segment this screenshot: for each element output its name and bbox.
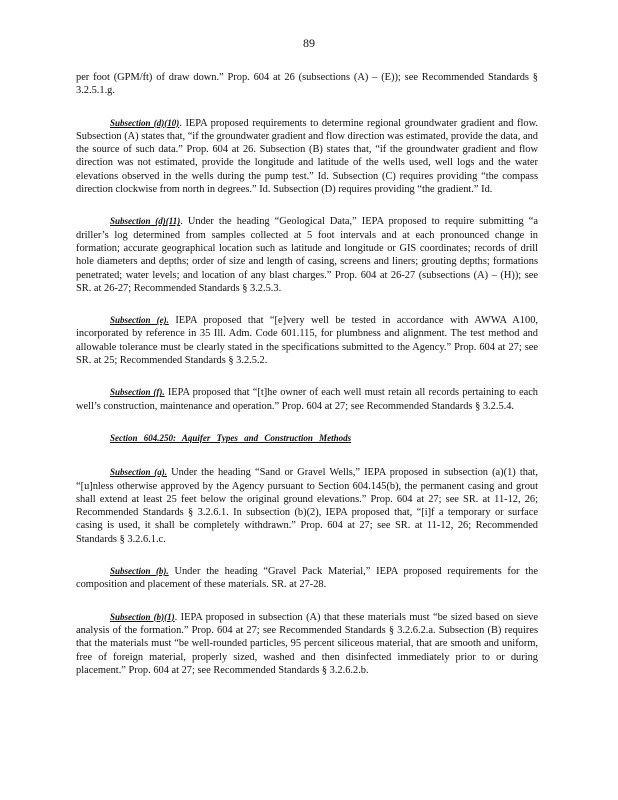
paragraph-text: Under the heading “Sand or Gravel Wells,” IEPA proposed in subsection (a)(1) that, “[u]nless otherwise approved by the Agency pursuant to Section 604.145(b), the permanent casing and grout shall extend at least 25 feet below the original ground elevations.” Prop. 604 at 27; see SR. at 11-12, 26; Recommended Standards § 3.2.6.1. In subsection (b)(2), IEPA proposed that, “[i]f a temporary or surface casing is used, it shall be completely withdrawn.” Prop. 604 at 27; see SR. at 11-12, 26; Recommended Standards § 3.2.6.1.c. [76, 467, 538, 545]
paragraph-gpm [76, 71, 538, 98]
paragraph-subsection-d11 [76, 215, 538, 295]
paragraph-text: per foot (GPM/ft) of draw down.” Prop. 604 at 26 (subsections (A) – (E)); see Recommended Standards § 3.2.5.1.g. [76, 72, 538, 97]
paragraph-text: . IEPA proposed requirements to determine regional groundwater gradient and flow. Subsection (A) states that, “if the groundwater gradient and flow direction was estimated, provide the data, and the source of such data.” Prop. 604 at 26. Subsection (B) states that, “if the groundwater gradient and flow direction was not estimated, provide the longitude and latitude of the wells used, well logs and the water elevations observed in the wells during the pump test.” Id. Subsection (C) requires providing “the compass direction clockwise from north in degrees.” Id. Subsection (D) requires providing “the gradient.” Id. [76, 117, 538, 196]
subsection-heading: Subsection (a). [110, 467, 168, 478]
paragraph-subsection-f [76, 386, 538, 413]
subsection-heading: Subsection (b)(1) [110, 611, 175, 622]
subsection-heading: Subsection (d)(10) [110, 117, 180, 128]
paragraph-subsection-b1 [76, 611, 538, 677]
paragraph-subsection-e [76, 314, 538, 367]
paragraph-text: IEPA proposed that “[t]he owner of each well must retain all records pertaining to each well’s construction, maintenance and operation.” Prop. 604 at 27; see Recommended Standards § 3.2.5.4. [76, 387, 539, 412]
subsection-heading: Subsection (e). [110, 315, 169, 326]
paragraph-text: . IEPA proposed in subsection (A) that these materials must “be sized based on sieve analysis of the formation.” Prop. 604 at 27; see Recommended Standards § 3.2.6.2.a. Subsection (B) requires that the materials must “be well-rounded particles, 95 percent siliceous material, that are smooth and uniform, free of foreign material, properly sized, washed and then disinfected immediately prior to or during placement.” Prop. 604 at 27; see Recommended Standards § 3.2.6.2.b. [76, 611, 538, 676]
section-heading: Section 604.250: Aquifer Types and Construction Methods [110, 432, 352, 443]
page-number: 89 [303, 36, 315, 50]
paragraph-text: . Under the heading “Geological Data,” IEPA proposed to require submitting “a driller’s log determined from samples collected at 5 foot intervals and at each pronounced change in formation; accurate geographical location such as latitude and longitude or GIS coordinates; records of drill hole diameters and depths; order of size and length of casing, screens and liners; grouting depths; formations penetrated; water levels; and location of any blast charges.” Prop. 604 at 26-27 (subsections (A) – (H)); see SR. at 26-27; Recommended Standards § 3.2.5.3. [76, 216, 538, 294]
paragraph-subsection-d10 [76, 117, 538, 197]
paragraph-text: IEPA proposed that “[e]very well be tested in accordance with AWWA A100, incorporated by reference in 35 Ill. Adm. Code 601.115, for plumbness and alignment. The test method and allowable tolerance must be clearly stated in the specifications submitted to the Agency.” Prop. 604 at 27; see SR. at 25; Recommended Standards § 3.2.5.2. [76, 315, 538, 367]
document-body [76, 71, 538, 696]
subsection-heading: Subsection (d)(11) [110, 216, 181, 227]
subsection-heading: Subsection (b). [110, 566, 169, 577]
paragraph-subsection-b [76, 565, 538, 592]
subsection-heading: Subsection (f). [110, 387, 165, 398]
paragraph-subsection-a [76, 466, 538, 546]
paragraph-text: Under the heading “Gravel Pack Material,” IEPA proposed requirements for the composition and placement of these materials. SR. at 27-28. [76, 566, 538, 591]
